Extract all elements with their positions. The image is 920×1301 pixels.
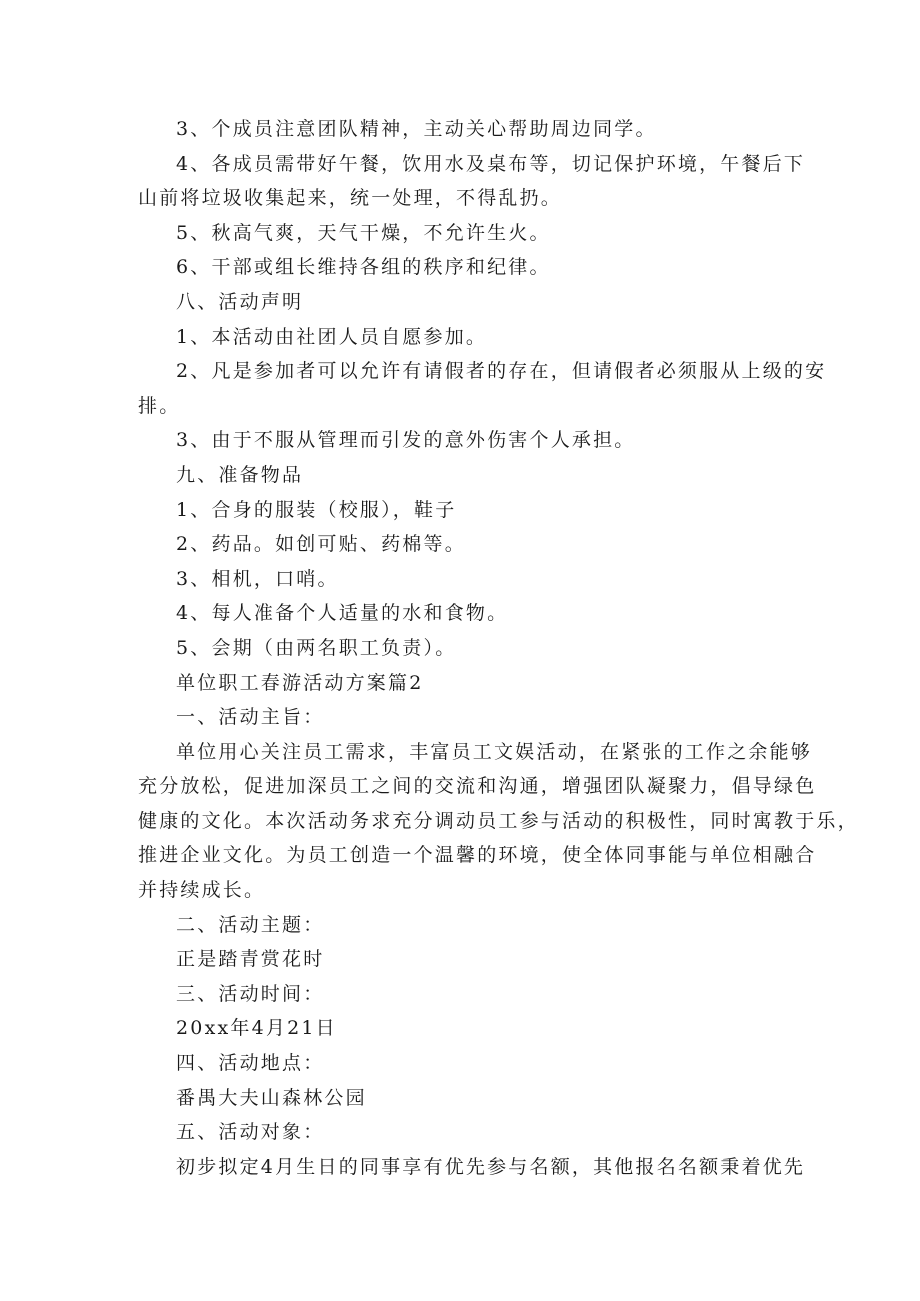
text-line: 5、秋高气爽，天气干燥，不允许生火。 [176, 221, 551, 244]
text-line: 充分放松，促进加深员工之间的交流和沟通，增强团队凝聚力，倡导绿色 [138, 775, 817, 798]
text-line: 九、准备物品 [176, 463, 304, 486]
text-line: 3、由于不服从管理而引发的意外伤害个人承担。 [176, 429, 636, 452]
text-line: 1、合身的服装（校服），鞋子 [176, 498, 457, 521]
text-line: 推进企业文化。为员工创造一个温馨的环境，使全体同事能与单位相融合 [138, 844, 817, 867]
document-body [138, 112, 859, 1184]
text-line: 20xx年4月21日 [176, 1017, 337, 1040]
text-line: 1、本活动由社团人员自愿参加。 [176, 325, 488, 348]
text-line: 4、每人准备个人适量的水和食物。 [176, 602, 509, 625]
text-line: 山前将垃圾收集起来，统一处理，不得乱扔。 [138, 187, 563, 210]
text-line: 五、活动对象： [176, 1121, 325, 1144]
text-line: 6、干部或组长维持各组的秩序和纪律。 [176, 256, 551, 279]
text-line: 单位职工春游活动方案篇2 [176, 671, 424, 694]
text-line: 四、活动地点： [176, 1052, 325, 1075]
text-line: 并持续成长。 [138, 879, 266, 902]
text-line: 初步拟定4月生日的同事享有优先参与名额，其他报名名额秉着优先 [176, 1155, 806, 1178]
text-line: 番禺大夫山森林公园 [176, 1086, 367, 1109]
text-line: 4、各成员需带好午餐，饮用水及桌布等，切记保护环境，午餐后下 [176, 152, 806, 175]
text-line: 八、活动声明 [176, 290, 304, 313]
text-line: 3、相机，口哨。 [176, 567, 339, 590]
text-line: 2、药品。如创可贴、药棉等。 [176, 533, 466, 556]
text-line: 健康的文化。本次活动务求充分调动员工参与活动的积极性，同时寓教于乐， [138, 809, 859, 832]
text-line: 2、凡是参加者可以允许有请假者的存在，但请假者必须服从上级的安 [176, 360, 827, 383]
text-line: 单位用心关注员工需求，丰富员工文娱活动，在紧张的工作之余能够 [176, 740, 813, 763]
text-line: 3、个成员注意团队精神，主动关心帮助周边同学。 [176, 118, 657, 140]
text-line: 正是踏青赏花时 [176, 948, 325, 971]
text-line: 三、活动时间： [176, 982, 325, 1005]
text-line: 一、活动主旨： [176, 706, 325, 729]
text-line: 排。 [138, 394, 181, 417]
text-line: 二、活动主题： [176, 913, 325, 936]
text-line: 5、会期（由两名职工负责）。 [176, 636, 457, 659]
